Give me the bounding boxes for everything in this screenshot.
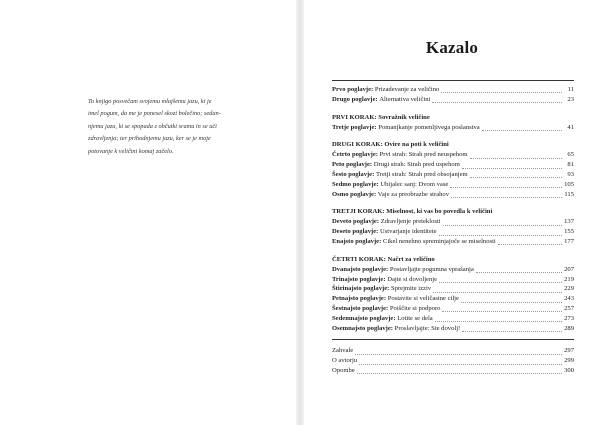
- section-heading: DRUGI KORAK: Ovire na poti k veličini: [332, 141, 449, 149]
- toc-entry[interactable]: [332, 217, 574, 227]
- dot-leader: [461, 296, 562, 303]
- section-heading: TRETJI KORAK: Miselnost, ki vas bo povedla k veličini: [332, 208, 493, 216]
- page-number: 155: [564, 228, 574, 236]
- dedication: [88, 96, 256, 158]
- section-heading: PRVI KORAK: Sovražnik veličine: [332, 113, 430, 121]
- chapter-title: Tretji strah: Strah pred obsojanjem: [375, 170, 468, 178]
- page-number: 243: [564, 295, 574, 303]
- dot-leader: [451, 191, 562, 198]
- dot-leader: [359, 358, 562, 365]
- chapter-label: Deveto poglavje:: [332, 218, 380, 226]
- table-of-contents: [332, 80, 574, 376]
- dot-leader: [441, 86, 562, 93]
- dot-leader: [439, 276, 562, 283]
- toc-entry[interactable]: [332, 180, 574, 190]
- chapter-label: Osemnajsto poglavje:: [332, 324, 393, 332]
- chapter-label: Drugo poglavje:: [332, 95, 378, 103]
- page-number: 65: [567, 151, 574, 159]
- chapter-title: Poiščite si podporo: [389, 304, 441, 312]
- page-number: 177: [564, 237, 574, 245]
- chapter-label: Šesto poglavje:: [332, 170, 375, 178]
- toc-entry[interactable]: [332, 170, 574, 180]
- chapter-label: Šestnajsto poglavje:: [332, 304, 389, 312]
- page-number: 115: [564, 190, 574, 198]
- chapter-label: Prvo poglavje:: [332, 86, 374, 93]
- page-number: 11: [567, 86, 574, 93]
- back-matter-title: Zahvale: [332, 347, 354, 355]
- chapter-label: Peto poglavje:: [332, 161, 373, 169]
- chapter-label: Osmo poglavje:: [332, 190, 377, 198]
- toc-entry[interactable]: [332, 190, 574, 200]
- toc-entry[interactable]: [332, 123, 574, 133]
- chapter-label: Deseto poglavje:: [332, 228, 379, 236]
- page-number: 105: [564, 180, 574, 188]
- chapter-label: Sedmo poglavje:: [332, 180, 379, 188]
- page-number: 93: [567, 170, 574, 178]
- toc-entry[interactable]: [332, 237, 574, 247]
- chapter-label: Tretje poglavje:: [332, 123, 377, 131]
- toc-entry[interactable]: [332, 324, 574, 334]
- page-number: 300: [564, 366, 574, 374]
- chapter-label: Dvanajsto poglavje:: [332, 265, 389, 273]
- page-number: 41: [567, 123, 574, 131]
- chapter-title: Prizadevanje za veličino: [374, 86, 440, 93]
- toc-entry[interactable]: [332, 284, 574, 294]
- page-number: 273: [564, 314, 574, 322]
- book-gutter: [296, 0, 304, 425]
- page-number: 229: [564, 285, 574, 293]
- chapter-title: Ubijalec sanj: Dvom vase: [380, 180, 449, 188]
- chapter-label: Trinajsto poglavje:: [332, 275, 386, 283]
- chapter-title: Postavljajte pogumna vprašanja: [389, 265, 474, 273]
- chapter-title: Vaje za preobrazbe strahov: [377, 190, 450, 198]
- page-number: 297: [564, 347, 574, 355]
- chapter-title: Ustvarjanje identitete: [379, 228, 437, 236]
- dot-leader: [443, 219, 562, 226]
- back-matter-title: O avtorju: [332, 357, 358, 365]
- toc-entry[interactable]: [332, 314, 574, 324]
- toc-entry[interactable]: [332, 356, 574, 366]
- dot-leader: [462, 162, 562, 169]
- toc-entry[interactable]: [332, 294, 574, 304]
- dedication-line: imel pogum, da me je ponesel skozi bolečino; sedan-: [88, 110, 221, 118]
- chapter-title: Prvi strah: Strah pred neuspehom: [379, 151, 468, 159]
- dot-leader: [357, 367, 562, 374]
- chapter-title: Cikel nenehno spreminjajoče se miselnosti: [382, 237, 496, 245]
- dedication-line: njemu jazu, ki se spopada z občutki sramu in se uči: [88, 122, 217, 130]
- chapter-label: Petnajsto poglavje:: [332, 295, 387, 303]
- chapter-title: Pomanjkanje pomenljivega poslanstva: [378, 123, 480, 131]
- toc-entry[interactable]: [332, 95, 574, 105]
- chapter-title: Dajte si dovoljenje: [387, 275, 438, 283]
- chapter-title: Drugi strah: Strah pred uspehom: [373, 161, 460, 169]
- page-number: 219: [564, 275, 574, 283]
- chapter-title: Alternativa veličini: [379, 95, 431, 103]
- page-number: 289: [564, 324, 574, 332]
- page-number: 299: [564, 357, 574, 365]
- dot-leader: [435, 315, 562, 322]
- left-page: [0, 0, 296, 425]
- page-number: 207: [564, 265, 574, 273]
- dot-leader: [470, 171, 562, 178]
- chapter-title: Sprejmite izziv: [390, 285, 432, 293]
- chapter-title: Lotite se dela: [397, 314, 433, 322]
- page-number: 137: [564, 218, 574, 226]
- dot-leader: [439, 229, 562, 236]
- toc-entry[interactable]: [332, 304, 574, 314]
- dot-leader: [462, 325, 562, 332]
- dot-leader: [482, 124, 562, 131]
- back-matter-title: Opombe: [332, 366, 355, 374]
- chapter-label: Enajsto poglavje:: [332, 237, 382, 245]
- dot-leader: [476, 266, 562, 273]
- toc-entry[interactable]: [332, 85, 574, 95]
- chapter-label: Sedemnajsto poglavje:: [332, 314, 396, 322]
- toc-entry[interactable]: [332, 160, 574, 170]
- dot-leader: [450, 181, 562, 188]
- chapter-title: Zdravljenje preteklosti: [380, 218, 441, 226]
- chapter-label: Štirinajsto poglavje:: [332, 285, 390, 293]
- dot-leader: [470, 152, 562, 159]
- dot-leader: [355, 348, 562, 355]
- toc-entry[interactable]: [332, 227, 574, 237]
- dot-leader: [433, 286, 562, 293]
- dedication-line: zdravljenja; ter prihodnjemu jazu, ker se je moje: [88, 135, 211, 143]
- dedication-line: To knjigo posvečam svojemu mlajšemu jazu, ki je: [88, 98, 212, 105]
- dot-leader: [498, 238, 562, 245]
- toc-entry[interactable]: [332, 275, 574, 285]
- chapter-title: Proslavljajte: Ste dovolj!: [394, 324, 461, 332]
- chapter-label: Četrto poglavje:: [332, 151, 378, 159]
- toc-entry[interactable]: [332, 366, 574, 376]
- page-number: 81: [567, 161, 574, 169]
- toc-title: Kazalo: [425, 38, 479, 57]
- page-number: 257: [564, 304, 574, 312]
- toc-entry[interactable]: [332, 346, 574, 356]
- section-heading: ČETRTI KORAK: Načrt za veličino: [332, 255, 435, 263]
- dot-leader: [442, 305, 562, 312]
- dedication-line: potovanje k veličini komaj začelo.: [88, 147, 174, 155]
- chapter-title: Postavite si veličastne cilje: [387, 295, 459, 303]
- dot-leader: [432, 96, 562, 103]
- toc-entry[interactable]: [332, 150, 574, 160]
- toc-entry[interactable]: [332, 265, 574, 275]
- page-number: 23: [567, 95, 574, 103]
